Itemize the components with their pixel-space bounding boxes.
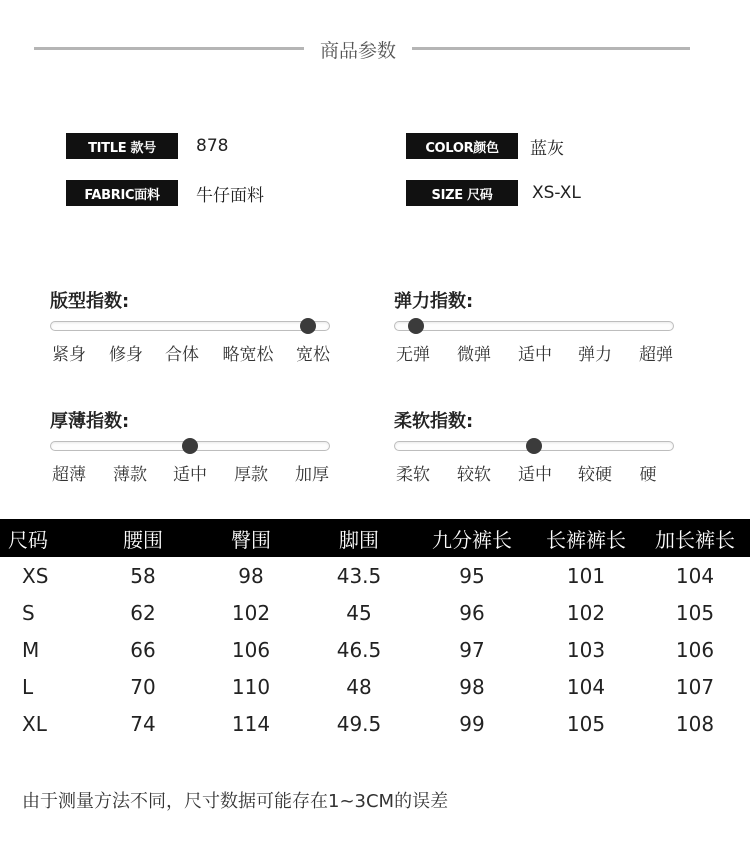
index-label: 适中 <box>518 345 552 365</box>
table-cell: 99 <box>459 711 485 736</box>
table-cell: 43.5 <box>336 563 382 588</box>
table-cell: 101 <box>566 563 606 588</box>
index-elastic-labels <box>394 340 678 365</box>
header-cell: 脚围 <box>306 519 412 557</box>
index-label: 微弹 <box>457 345 491 365</box>
table-cell: L <box>22 674 34 699</box>
table-cell: 62 <box>130 600 156 625</box>
table-cell: M <box>22 637 40 662</box>
index-label: 略宽松 <box>222 345 274 365</box>
divider-left <box>34 47 304 50</box>
index-fit-labels <box>50 340 334 365</box>
index-fit-track <box>50 321 330 331</box>
param-size <box>406 180 581 206</box>
index-label: 弹力 <box>578 345 612 365</box>
table-cell: 74 <box>130 711 156 736</box>
index-label: 超薄 <box>52 465 86 485</box>
section-title: 商品参数 <box>319 40 396 62</box>
index-thickness-knob <box>182 438 198 454</box>
table-cell: 98 <box>459 674 485 699</box>
index-label: 宽松 <box>296 345 330 365</box>
table-cell: 66 <box>130 637 156 662</box>
table-row <box>0 557 750 594</box>
header-cell: 九分裤长 <box>412 519 532 557</box>
index-label: 合体 <box>165 345 199 365</box>
table-cell: S <box>22 600 35 625</box>
table-cell: 48 <box>346 674 372 699</box>
param-color <box>406 133 564 159</box>
index-fit <box>50 287 334 365</box>
header-cell: 长裤裤长 <box>532 519 640 557</box>
table-cell: 104 <box>675 563 715 588</box>
divider-right <box>412 47 690 50</box>
table-row <box>0 705 750 742</box>
param-color-tag: COLOR颜色 <box>406 133 518 159</box>
header-cell: 腰围 <box>90 519 196 557</box>
param-title-value: 878 <box>196 136 229 156</box>
table-cell: 102 <box>566 600 606 625</box>
index-label: 较软 <box>457 465 491 485</box>
table-row <box>0 668 750 705</box>
table-cell: 102 <box>231 600 271 625</box>
index-label: 修身 <box>109 345 143 365</box>
size-table <box>0 519 750 742</box>
index-fit-title: 版型指数: <box>50 291 130 312</box>
header-cell: 加长裤长 <box>640 519 750 557</box>
index-label: 适中 <box>173 465 207 485</box>
index-label: 柔软 <box>396 465 430 485</box>
table-cell: 98 <box>238 563 264 588</box>
table-cell: 106 <box>675 637 715 662</box>
table-cell: 105 <box>566 711 606 736</box>
index-softness-labels <box>394 460 678 485</box>
index-elastic <box>394 287 678 365</box>
param-color-value: 蓝灰 <box>530 138 564 159</box>
index-label: 无弹 <box>396 345 430 365</box>
param-title-tag: TITLE 款号 <box>66 133 178 159</box>
table-cell: 45 <box>346 600 372 625</box>
table-row <box>0 631 750 668</box>
table-cell: XS <box>22 563 49 588</box>
table-cell: 108 <box>675 711 715 736</box>
measurement-note: 由于测量方法不同，尺寸数据可能存在1~3CM的误差 <box>22 791 449 812</box>
param-fabric <box>66 180 264 206</box>
size-table-header <box>0 519 750 557</box>
index-elastic-title: 弹力指数: <box>394 291 474 312</box>
index-softness-track <box>394 441 674 451</box>
table-cell: 114 <box>231 711 271 736</box>
index-thickness <box>50 407 334 485</box>
param-fabric-value: 牛仔面料 <box>196 185 264 206</box>
table-cell: 105 <box>675 600 715 625</box>
param-fabric-tag: FABRIC面料 <box>66 180 178 206</box>
table-cell: 103 <box>566 637 606 662</box>
table-cell: 49.5 <box>336 711 382 736</box>
header-cell: 尺码 <box>0 519 90 557</box>
index-thickness-labels <box>50 460 334 485</box>
table-cell: 96 <box>459 600 485 625</box>
index-label: 加厚 <box>295 465 329 485</box>
table-cell: 97 <box>459 637 485 662</box>
index-label: 较硬 <box>578 465 612 485</box>
index-label: 薄款 <box>113 465 147 485</box>
table-cell: XL <box>22 711 47 736</box>
section-header <box>0 30 750 66</box>
table-cell: 70 <box>130 674 156 699</box>
table-cell: 46.5 <box>336 637 382 662</box>
index-elastic-knob <box>408 318 424 334</box>
param-title <box>66 133 228 159</box>
index-label: 硬 <box>639 465 657 485</box>
param-size-tag: SIZE 尺码 <box>406 180 518 206</box>
index-label: 厚款 <box>234 465 268 485</box>
index-label: 超弹 <box>639 345 673 365</box>
header-cell: 臀围 <box>196 519 306 557</box>
index-softness-title: 柔软指数: <box>394 411 474 432</box>
table-cell: 106 <box>231 637 271 662</box>
index-fit-knob <box>300 318 316 334</box>
table-cell: 58 <box>130 563 156 588</box>
param-size-value: XS-XL <box>532 183 581 203</box>
index-thickness-track <box>50 441 330 451</box>
index-elastic-track <box>394 321 674 331</box>
index-thickness-title: 厚薄指数: <box>50 411 130 432</box>
index-softness <box>394 407 678 485</box>
table-cell: 107 <box>675 674 715 699</box>
index-label: 紧身 <box>52 345 86 365</box>
table-cell: 110 <box>231 674 271 699</box>
table-row <box>0 594 750 631</box>
table-cell: 104 <box>566 674 606 699</box>
index-label: 适中 <box>518 465 552 485</box>
index-softness-knob <box>526 438 542 454</box>
table-cell: 95 <box>459 563 485 588</box>
